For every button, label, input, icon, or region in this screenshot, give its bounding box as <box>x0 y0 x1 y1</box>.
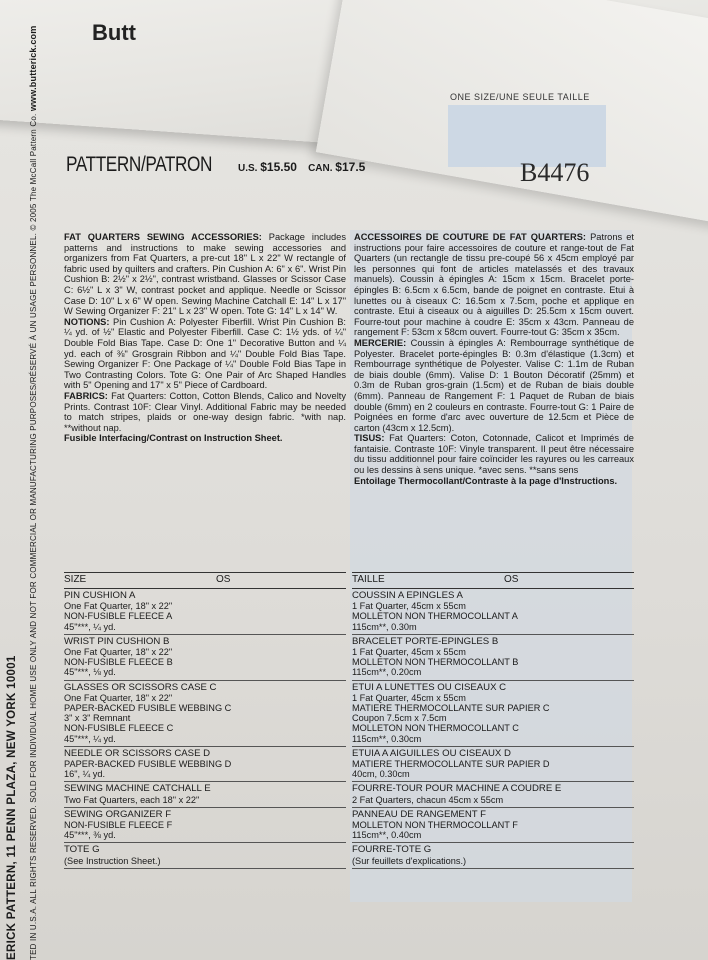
table-row <box>64 635 346 681</box>
table-header: TAILLE OS <box>352 572 634 589</box>
rights-notice: TED IN U.S.A. ALL RIGHTS RESERVED. SOLD FOR INDIVIDUAL HOME USE ONLY AND NOT FOR COMMERCIAL OR MANUFACTURING PURPOSES/RÉSERVÉ À UN USAGE PERSONNEL. © 2005 The McCall Pattern Co. www.butterick.com <box>28 25 38 960</box>
row-line: 3" x 3" Remnant <box>64 713 131 724</box>
row-line: NON-FUSIBLE FLEECE A <box>64 611 173 622</box>
table-row <box>352 747 634 783</box>
row-line: 115cm**, 0.40cm <box>352 830 422 841</box>
table-row <box>352 782 634 807</box>
row-name: ETUIA A AIGUILLES OU CISEAUX D <box>352 747 511 759</box>
row-line: 16", ¼ yd. <box>64 769 106 780</box>
row-line: MATIERE THERMOCOLLANTE SUR PAPIER C <box>352 703 550 714</box>
row-line: MOLLETON NON THERMOCOLLANT B <box>352 657 519 668</box>
us-price: $15.50 <box>260 160 297 174</box>
pattern-title: PATTERN/PATRON <box>66 153 213 176</box>
row-line: NON-FUSIBLE FLEECE B <box>64 657 173 668</box>
row-line: MATIERE THERMOCOLLANTE SUR PAPIER D <box>352 759 550 770</box>
can-price: $17.5 <box>335 160 366 174</box>
table-row <box>352 635 634 681</box>
row-line: PAPER-BACKED FUSIBLE WEBBING D <box>64 759 232 770</box>
row-line: 1 Fat Quarter, 45cm x 55cm <box>352 601 466 612</box>
row-name: PIN CUSHION A <box>64 590 136 601</box>
row-line: 45"***, ⅛ yd. <box>64 667 116 678</box>
row-line: 115cm**, 0.20cm <box>352 667 422 678</box>
table-row <box>64 589 346 635</box>
size-label: ONE SIZE/UNE SEULE TAILLE <box>450 92 590 102</box>
table-header: SIZE OS <box>64 572 346 589</box>
table-row <box>352 681 634 747</box>
row-line: Coupon 7.5cm x 7.5cm <box>352 713 447 724</box>
row-name: SEWING ORGANIZER F <box>64 808 172 820</box>
table-rows <box>64 589 346 869</box>
table-row <box>352 808 634 844</box>
row-name: FOURRE-TOTE G <box>352 844 432 856</box>
row-line: 45"***, ⅜ yd. <box>64 830 116 841</box>
table-row <box>64 782 346 807</box>
row-line: (Sur feuillets d'explications.) <box>352 855 467 866</box>
price-row <box>238 160 365 174</box>
row-line: 115cm**, 0.30cm <box>352 733 422 744</box>
row-name: PANNEAU DE RANGEMENT F <box>352 808 486 820</box>
publisher-sidebar <box>4 25 44 960</box>
row-line: One Fat Quarter, 18" x 22" <box>64 647 173 658</box>
can-label: CAN. <box>308 163 333 174</box>
yardage-table-french <box>352 572 634 869</box>
brand-logo: Butt <box>92 20 136 45</box>
english-description: FAT QUARTERS SEWING ACCESSORIES: Package includes patterns and instructions to make sewing accessories and organizers from Fat Quarters, a pre-cut 18" L x 22" W rectangle of fabric used by quilters and crafters. Pin Cushion A: 6" x 6". Wrist Pin Cushion B: 2½" x 2½", contrast wristband. Glasses or Scissor Case C: 6½" L x 3" W, contrast pocket and applique. Needle or Scissor Case D: 10" L x 6" W open. Sewing Machine Catchall E: 14" L x 17" W Sewing Organizer F: 21" L x 23" W open. Tote G: 14" L x 14" W. NOTIONS: Pin Cushion A: Polyester Fiberfill. Wrist Pin Cushion B: ¼ yd. of ½" Elastic and Polyester Fiberfill. Case C: 1½ yds. of ¼" Double Fold Bias Tape. Case D: One 1" Decorative Button and ¼ yd. each of ⅜" Grosgrain Ribbon and ¼" Double Fold Bias Tape. Sewing Organizer F: One Package of ¼" Double Fold Bias Tape in Two Contrasting Colors. Tote G: One Pair of Arc Shaped Handles with 5" Opening and 17" x 5" Piece of Cardboard. FABRICS: Fat Quarters: Cotton, Cotton Blends, Calico and Novelty Prints. Contrast 10F: Clear Vinyl. Additional Fabric may be needed to match stripes, plaids or one-way design fabric. *with nap. **without nap. Fusible Interfacing/Contrast on Instruction Sheet. <box>64 232 347 444</box>
row-line: (See Instruction Sheet.) <box>64 855 161 866</box>
row-name: TOTE G <box>64 844 100 856</box>
table-row <box>64 747 346 783</box>
row-name: NEEDLE OR SCISSORS CASE D <box>64 747 211 759</box>
yardage-table-english <box>64 572 346 869</box>
table-row <box>64 843 346 868</box>
table-rows <box>352 589 634 869</box>
row-line: MOLLETON NON THERMOCOLLANT F <box>352 820 518 831</box>
row-name: GLASSES OR SCISSORS CASE C <box>64 681 217 693</box>
website-link[interactable]: www.butterick.com <box>28 25 38 112</box>
row-line: NON-FUSIBLE FLEECE C <box>64 723 174 734</box>
row-line: 1 Fat Quarter, 45cm x 55cm <box>352 692 466 703</box>
row-name: WRIST PIN CUSHION B <box>64 635 170 647</box>
publisher-address: ERICK PATTERN, 11 PENN PLAZA, NEW YORK 10001 <box>6 655 18 960</box>
table-row <box>352 589 634 635</box>
row-line: 1 Fat Quarter, 45cm x 55cm <box>352 647 466 658</box>
row-line: NON-FUSIBLE FLEECE F <box>64 820 173 831</box>
row-line: 40cm, 0.30cm <box>352 769 410 780</box>
row-line: One Fat Quarter, 18" x 22" <box>64 601 173 612</box>
row-line: One Fat Quarter, 18" x 22" <box>64 692 173 703</box>
row-line: PAPER-BACKED FUSIBLE WEBBING C <box>64 703 232 714</box>
row-line: Two Fat Quarters, each 18" x 22" <box>64 794 200 805</box>
table-row <box>352 843 634 868</box>
us-label: U.S. <box>238 163 258 174</box>
row-name: FOURRE-TOUR POUR MACHINE A COUDRE E <box>352 783 562 795</box>
row-name: ETUI A LUNETTES OU CISEAUX C <box>352 681 507 693</box>
row-line: 2 Fat Quarters, chacun 45cm x 55cm <box>352 794 504 805</box>
copyright: © 2005 The McCall Pattern Co. <box>29 113 38 231</box>
row-name: BRACELET PORTE-EPINGLES B <box>352 635 499 647</box>
pattern-number: B4476 <box>520 158 590 187</box>
table-row <box>64 681 346 747</box>
row-name: COUSSIN A EPINGLES A <box>352 590 463 601</box>
row-name: SEWING MACHINE CATCHALL E <box>64 783 211 795</box>
row-line: MOLLETON NON THERMOCOLLANT A <box>352 611 518 622</box>
french-description: ACCESSOIRES DE COUTURE DE FAT QUARTERS: Patrons et instructions pour faire accessoires de couture et range-tout de Fat Quarters (un rectangle de tissu pre-coupé 56 x 45cm employé par les personnes qui font de articles matelassés et des travaux manuels). Coussin à épingles A: 15cm x 15cm. Bracelet porte-épingles B: 6.5cm x 6.5cm, bande de poignet en contraste. Etui à lunettes ou à ciseaux C: 16.5cm x 7.5cm, poche et applique en contraste. Etui à ciseaux ou à aiguilles D: 25.5cm x 15cm ouvert. Fourre-tout pour machine à coudre E: 35cm x 43cm. Panneau de rangement F: 53cm x 58cm ouvert. Fourre-tout G: 35cm x 35cm. MERCERIE: Coussin à épingles A: Rembourrage synthétique de Polyester. Bracelet porte-épingles B: 0.3m d'élastique (1.3cm) et Rembourrage synthétique de Polyester. Valise C: 1.1m de Ruban de biais double (6mm). Valise D: 1 Bouton Décoratif (25mm) et 0.3m de Ruban gros-grain (1.5cm) et de Ruban de biais double (6mm). Panneau de Rangement F: 1 Paquet de Ruban de biais double (6mm) en 2 couleurs en contraste. Fourre-tout G: 1 Paire de Poignées en forme d'arc avec ouverture de 12.5cm et Pièce de carton (43cm x 12.5cm). TISUS: Fat Quarters: Coton, Cotonnade, Calicot et Imprimés de fantaisie. Contraste 10F: Vinyle transparent. Il peut être nécessaire du tissu additionnel pour faire coïncider les rayures ou les carreaux ou les dessins à sens unique. *avec sens. **sans sens Entoilage Thermocollant/Contraste à la page d'Instructions. <box>354 232 634 486</box>
row-line: 115cm**, 0.30m <box>352 621 417 632</box>
table-row <box>64 808 346 844</box>
row-line: 45"***, ¼ yd. <box>64 621 116 632</box>
row-line: 45"***, ¼ yd. <box>64 733 116 744</box>
row-line: MOLLETON NON THERMOCOLLANT C <box>352 723 519 734</box>
